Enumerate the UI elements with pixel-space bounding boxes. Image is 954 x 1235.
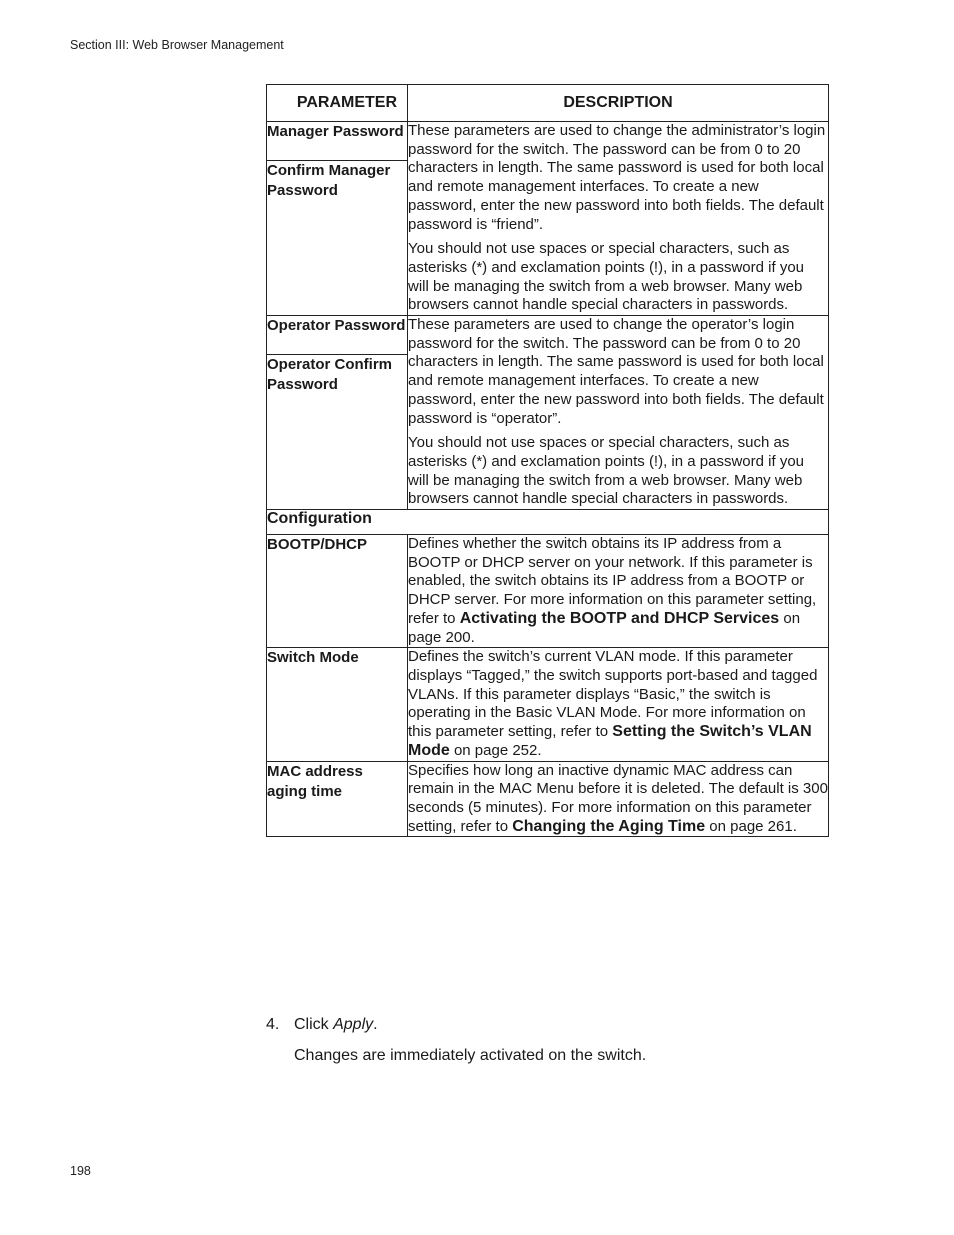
param-name: Switch Mode — [267, 648, 408, 761]
description-paragraph: These parameters are used to change the administrator’s login password for the switch. The password can be from 0 to 20 characters in length. The same password is used for both local and remote management interfaces. To create a new password, enter the new password into both fields. The default password is “friend”. — [408, 122, 826, 233]
parameter-table — [266, 84, 829, 837]
page-number: 198 — [70, 1164, 91, 1178]
step-text: Click — [294, 1016, 334, 1033]
table-row — [267, 122, 829, 161]
description-paragraph — [408, 535, 828, 647]
param-description — [408, 535, 829, 648]
param-name: Confirm Manager Password — [267, 161, 408, 316]
table-row — [267, 535, 829, 648]
description-paragraph: You should not use spaces or special characters, such as asterisks (*) and exclamation points (!), in a password if you will be managing the switch from a web browser. Many web browsers cannot handle special characters in passwords. — [408, 240, 804, 314]
procedure-step — [266, 1016, 378, 1034]
param-name: Operator Confirm Password — [267, 355, 408, 510]
description-paragraph — [408, 762, 828, 837]
param-name: BOOTP/DHCP — [267, 535, 408, 648]
page-reference: on page 252. — [449, 741, 542, 759]
cross-reference-link[interactable]: Setting the Switch’s VLAN Mode — [408, 723, 812, 759]
description-text: Defines the switch’s current VLAN mode. If this parameter displays “Tagged,” the switch supports port-based and tagged VLANs. If this parameter displays “Basic,” the switch is operating in the Basic VLAN Mode. For more information on this parameter setting, refer to — [408, 648, 818, 741]
running-head: Section III: Web Browser Management — [70, 38, 284, 52]
cross-reference-link[interactable]: Changing the Aging Time — [512, 817, 706, 835]
cross-reference-link[interactable]: Activating the BOOTP and DHCP Services — [459, 609, 780, 627]
table-header-row — [267, 85, 829, 122]
section-label: Configuration — [267, 510, 829, 535]
param-description — [408, 316, 829, 510]
page-reference: on page 200. — [408, 609, 801, 646]
parameter-column-header: PARAMETER — [267, 85, 408, 122]
step-text-end: . — [373, 1016, 378, 1033]
description-text: Specifies how long an inactive dynamic MAC address can remain in the MAC Menu before it is deleted. The default is 300 seconds (5 minutes). For more information on this parameter setting, refer to — [408, 761, 828, 835]
table-row — [267, 761, 829, 837]
param-name: Operator Password — [267, 316, 408, 355]
description-paragraph — [408, 648, 828, 760]
step-note: Changes are immediately activated on the switch. — [294, 1047, 647, 1064]
table-row — [267, 316, 829, 355]
table-row — [267, 648, 829, 761]
param-description — [408, 648, 829, 761]
param-name: MAC address aging time — [267, 761, 408, 837]
description-column-header: DESCRIPTION — [408, 85, 829, 122]
step-number: 4. — [266, 1016, 280, 1033]
description-text: Defines whether the switch obtains its IP address from a BOOTP or DHCP server on your network. If this parameter is enabled, the switch obtains its IP address from a BOOTP or DHCP server. For more information on this parameter setting, refer to — [408, 535, 817, 627]
param-description — [408, 122, 829, 316]
param-name: Manager Password — [267, 122, 408, 161]
page-reference: on page 261. — [705, 817, 797, 835]
apply-action-label: Apply — [333, 1016, 374, 1033]
description-paragraph: You should not use spaces or special characters, such as asterisks (*) and exclamation points (!), in a password if you will be managing the switch from a web browser. Many web browsers cannot handle special characters in passwords. — [408, 434, 804, 508]
section-row — [267, 510, 829, 535]
param-description — [408, 761, 829, 837]
description-paragraph: These parameters are used to change the operator’s login password for the switch. The password can be from 0 to 20 characters in length. The same password is used for both local and remote management interfaces. To create a new password, enter the new password into both fields. The default password is “operator”. — [408, 316, 824, 427]
